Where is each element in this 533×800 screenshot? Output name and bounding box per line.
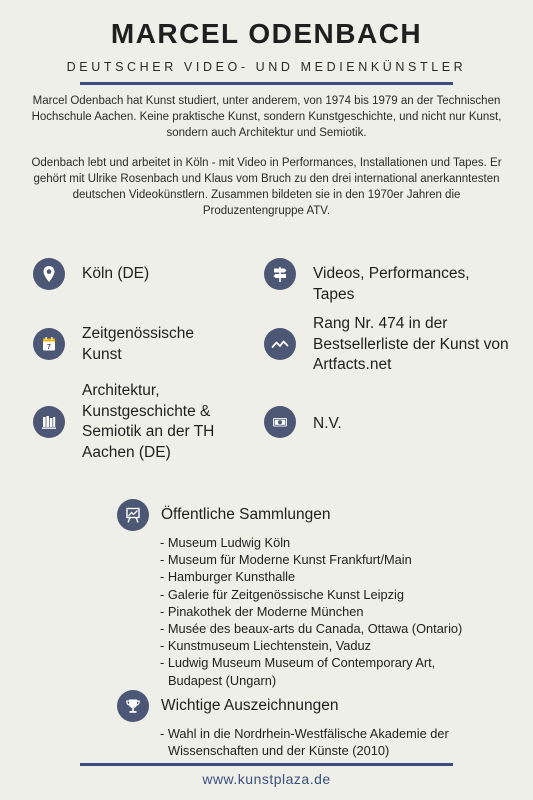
fact-period-text: Zeitgenössische Kunst [82,325,195,363]
fact-media [264,258,470,305]
easel-icon [117,499,149,531]
awards-header [117,690,500,722]
intro-paragraph-2: Odenbach lebt und arbeitet in Köln - mit Video in Performances, Installationen und Tapes. Er gehört mit Ulrike Rosenbach und Klaus vom Bruch zu den drei international anerkanntesten deutschen Videokünstlern. Zusammen bildeten sie in den 1970er Jahren die Produzentengruppe ATV. [31,157,502,217]
awards-list [160,725,500,759]
list-item: - Museum Ludwig Köln [160,535,291,550]
collections-heading: Öffentliche Sammlungen [161,505,331,523]
fact-ranking [264,315,509,376]
signpost-icon [264,258,296,290]
intro-paragraph-1: Marcel Odenbach hat Kunst studiert, unter anderem, von 1974 bis 1979 an der Technischen Hochschule Aachen. Keine praktische Kunst, sondern Kunstgeschichte, und nicht nur Kunst, sondern auch Architektur und Semiotik. [31,95,502,139]
fact-period [33,325,195,365]
list-item: - Pinakothek der Moderne München [160,603,364,619]
list-item: - Ludwig Museum Museum of Contemporary Art, Budapest (Ungarn) [160,655,436,688]
intro-text [24,94,509,220]
awards-section [117,690,500,759]
fact-price-text: N.V. [313,415,342,432]
location-pin-icon [33,258,65,290]
fact-price [264,406,342,438]
list-item: - Wahl in die Nordrhein-Westfälische Akademie der Wissenschaften und der Künste (2010) [160,726,449,759]
list-item: - Museum für Moderne Kunst Frankfurt/Main [160,552,412,568]
divider-bottom [80,763,453,766]
fact-education [33,382,215,463]
trend-line-icon [264,328,296,360]
page-subtitle: DEUTSCHER VIDEO- UND MEDIENKÜNSTLER [66,60,467,74]
list-item: - Hamburger Kunsthalle [160,569,296,585]
fact-location-text: Köln (DE) [82,265,150,282]
calendar-day: 7 [47,344,51,351]
money-icon [264,406,296,438]
list-item: - Kunstmuseum Liechtenstein, Vaduz [160,638,372,654]
collections-section [117,499,520,689]
calendar-icon [33,328,65,360]
books-icon [33,406,65,438]
awards-heading: Wichtige Auszeichnungen [161,696,339,714]
collections-header [117,499,520,531]
list-item: - Galerie für Zeitgenössische Kunst Leipzig [160,586,404,602]
divider-top [80,82,453,85]
footer-url[interactable]: www.kunstplaza.de [202,771,331,787]
fact-media-text: Videos, Performances, Tapes [313,265,470,303]
fact-location [33,258,149,290]
collections-list [160,534,520,689]
fact-education-text: Architektur, Kunstgeschichte & Semiotik an der TH Aachen (DE) [82,382,215,461]
list-item: - Musée des beaux-arts du Canada, Ottawa (Ontario) [160,621,463,637]
trophy-icon [117,690,149,722]
page-title: MARCEL ODENBACH [110,18,423,49]
fact-ranking-text: Rang Nr. 474 in der Bestsellerliste der Kunst von Artfacts.net [313,315,509,373]
